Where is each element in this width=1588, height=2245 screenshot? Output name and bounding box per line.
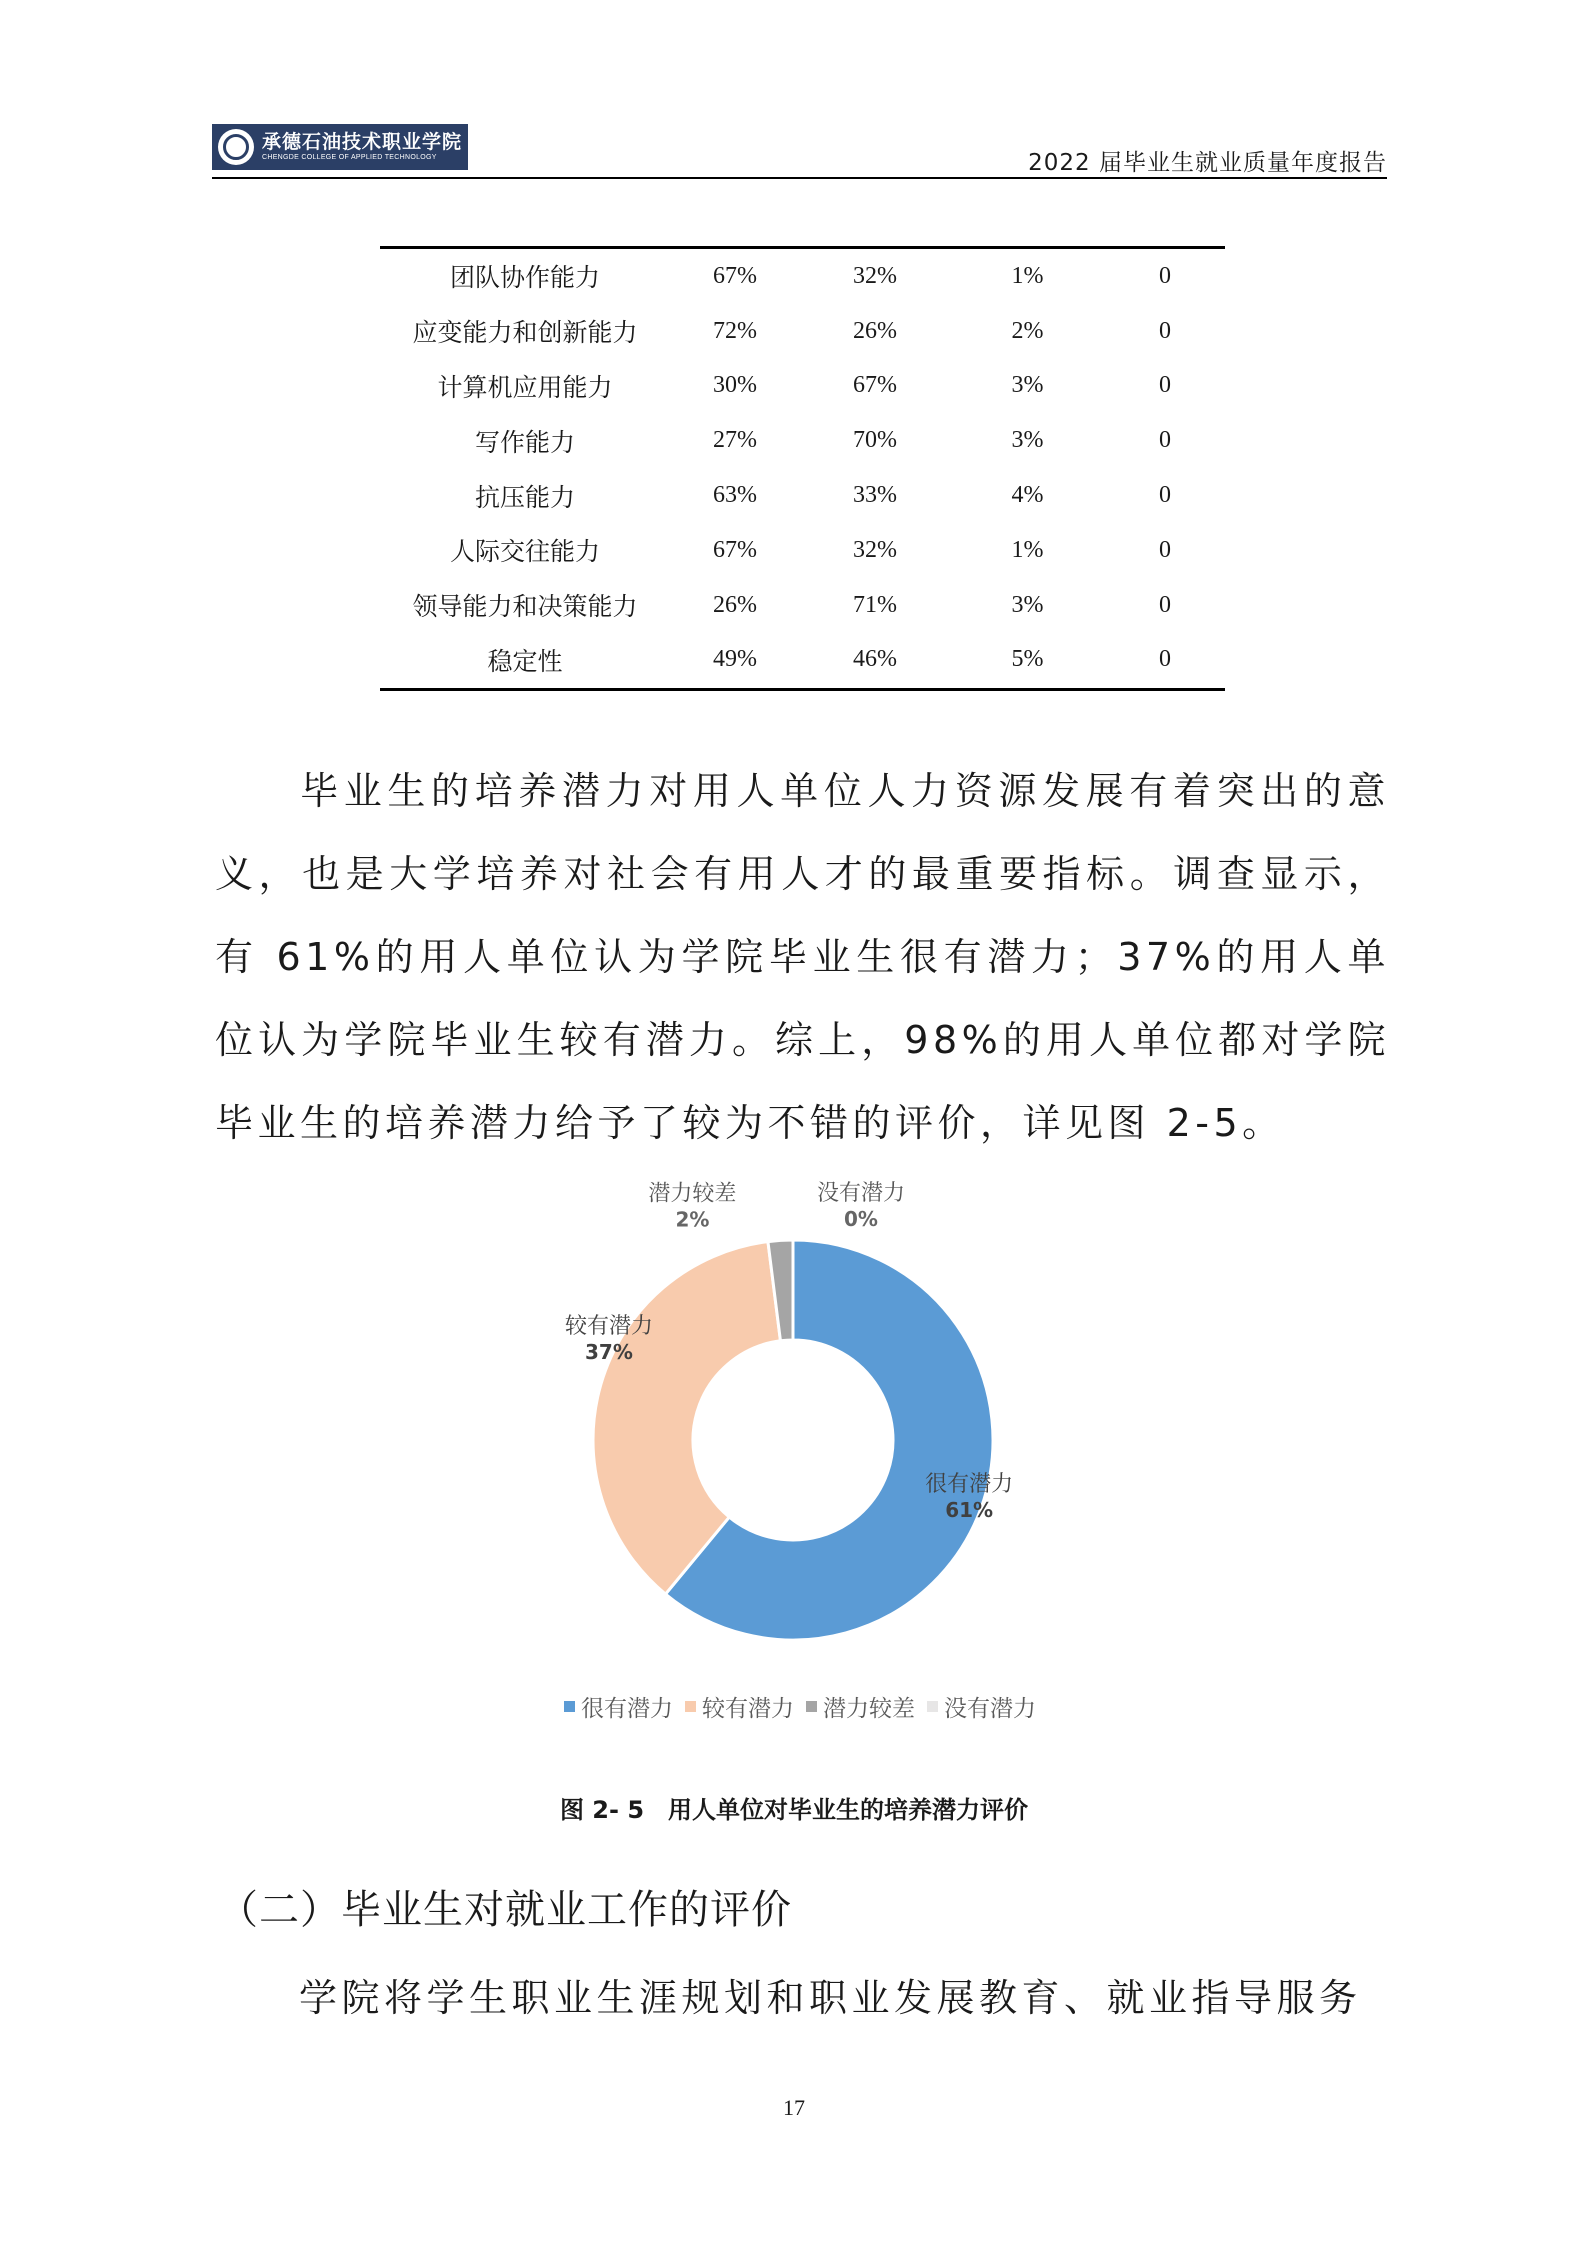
average-cell: 3% xyxy=(1011,372,1044,399)
dissatisfied-cell: 0 xyxy=(1159,591,1171,618)
ability-evaluation-table xyxy=(380,249,1225,687)
dissatisfied-cell: 0 xyxy=(1159,427,1171,454)
dissatisfied-cell: 0 xyxy=(1159,262,1171,289)
table-row xyxy=(380,578,1225,633)
satisfied-cell: 32% xyxy=(853,536,897,563)
logo-chinese-name: 承德石油技术职业学院 xyxy=(262,131,463,153)
report-title: 2022 届毕业生就业质量年度报告 xyxy=(1028,150,1387,176)
dissatisfied-cell: 0 xyxy=(1159,482,1171,509)
legend-label: 很有潜力 xyxy=(581,1696,673,1722)
table-row xyxy=(380,523,1225,578)
table-row xyxy=(380,633,1225,688)
legend-swatch xyxy=(564,1701,575,1712)
satisfied-cell: 46% xyxy=(853,646,897,673)
college-emblem-icon xyxy=(218,129,254,165)
very-satisfied-cell: 49% xyxy=(713,646,757,673)
row-label-cell: 抗压能力 xyxy=(474,482,575,512)
table-row xyxy=(380,359,1225,414)
satisfied-cell: 70% xyxy=(853,427,897,454)
paragraph-text-2: 学院将学生职业生涯规划和职业发展教育、就业指导服务 xyxy=(299,1976,1362,2020)
table-row xyxy=(380,468,1225,523)
legend-item xyxy=(927,1690,1036,1723)
section-heading: （二）毕业生对就业工作的评价 xyxy=(218,1887,792,1933)
table-bottom-rule xyxy=(380,688,1225,691)
table-row xyxy=(380,304,1225,359)
slice-value-label: 2% xyxy=(675,1207,710,1232)
average-cell: 1% xyxy=(1011,262,1044,289)
legend-label: 潜力较差 xyxy=(823,1696,915,1722)
potential-donut-chart xyxy=(520,1160,1080,1740)
very-satisfied-cell: 27% xyxy=(713,427,757,454)
slice-category-label: 潜力较差 xyxy=(648,1181,737,1207)
row-label-cell: 稳定性 xyxy=(487,646,563,676)
dissatisfied-cell: 0 xyxy=(1159,372,1171,399)
very-satisfied-cell: 67% xyxy=(713,536,757,563)
satisfied-cell: 32% xyxy=(853,262,897,289)
slice-category-label: 较有潜力 xyxy=(564,1314,653,1340)
legend-item xyxy=(806,1690,915,1723)
donut-chart-svg xyxy=(520,1160,1080,1680)
very-satisfied-cell: 26% xyxy=(713,591,757,618)
row-label-cell: 写作能力 xyxy=(474,427,575,457)
average-cell: 1% xyxy=(1011,536,1044,563)
slice-value-label: 0% xyxy=(844,1207,878,1231)
very-satisfied-cell: 63% xyxy=(713,482,757,509)
college-logo xyxy=(212,124,468,170)
row-label-cell: 计算机应用能力 xyxy=(437,372,613,402)
paragraph-text: 毕业生的培养潜力对用人单位人力资源发展有着突出的意义，也是大学培养对社会有用人才的最重要指标。调查显示，有 61%的用人单位认为学院毕业生很有潜力；37%的用人单位认为学院毕业生较有潜力。综上，98%的用人单位都对学院毕业生的培养潜力给予了较为不错的评价，详见图 2-5。 xyxy=(215,769,1390,1145)
logo-english-name: CHENGDE COLLEGE OF APPLIED TECHNOLOGY xyxy=(262,154,437,161)
average-cell: 2% xyxy=(1011,317,1044,344)
row-label-cell: 人际交往能力 xyxy=(449,537,600,567)
table-top-rule xyxy=(380,246,1225,249)
very-satisfied-cell: 30% xyxy=(713,372,757,399)
average-cell: 4% xyxy=(1011,482,1044,509)
legend-label: 没有潜力 xyxy=(944,1696,1036,1722)
satisfied-cell: 33% xyxy=(853,482,897,509)
header-divider xyxy=(212,177,1387,179)
row-label-cell: 团队协作能力 xyxy=(449,263,600,293)
average-cell: 3% xyxy=(1011,591,1044,618)
slice-value-label: 37% xyxy=(585,1340,633,1365)
satisfied-cell: 67% xyxy=(853,372,897,399)
slice-category-label: 很有潜力 xyxy=(925,1471,1014,1497)
legend-swatch xyxy=(806,1701,817,1712)
dissatisfied-cell: 0 xyxy=(1159,317,1171,344)
slice-value-label: 61% xyxy=(945,1497,994,1522)
legend-label: 较有潜力 xyxy=(702,1696,794,1722)
body-paragraph xyxy=(215,750,1390,1165)
average-cell: 3% xyxy=(1011,427,1044,454)
table-row xyxy=(380,413,1225,468)
row-label-cell: 应变能力和创新能力 xyxy=(412,318,638,348)
dissatisfied-cell: 0 xyxy=(1159,646,1171,673)
legend-swatch xyxy=(927,1701,938,1712)
very-satisfied-cell: 72% xyxy=(713,317,757,344)
chart-legend xyxy=(540,1690,1060,1723)
row-label-cell: 领导能力和决策能力 xyxy=(412,592,638,622)
legend-item xyxy=(564,1690,673,1723)
legend-item xyxy=(685,1690,794,1723)
slice-category-label: 没有潜力 xyxy=(816,1181,906,1206)
body-paragraph-2 xyxy=(215,1968,1390,2028)
very-satisfied-cell: 67% xyxy=(713,262,757,289)
legend-swatch xyxy=(685,1701,696,1712)
satisfied-cell: 26% xyxy=(853,317,897,344)
figure-caption: 图 2- 5 用人单位对毕业生的培养潜力评价 xyxy=(559,1796,1029,1824)
average-cell: 5% xyxy=(1011,646,1044,673)
page-number: 17 xyxy=(783,2095,805,2120)
satisfied-cell: 71% xyxy=(853,591,897,618)
table-row xyxy=(380,249,1225,304)
page-header xyxy=(212,118,1387,178)
dissatisfied-cell: 0 xyxy=(1159,536,1171,563)
